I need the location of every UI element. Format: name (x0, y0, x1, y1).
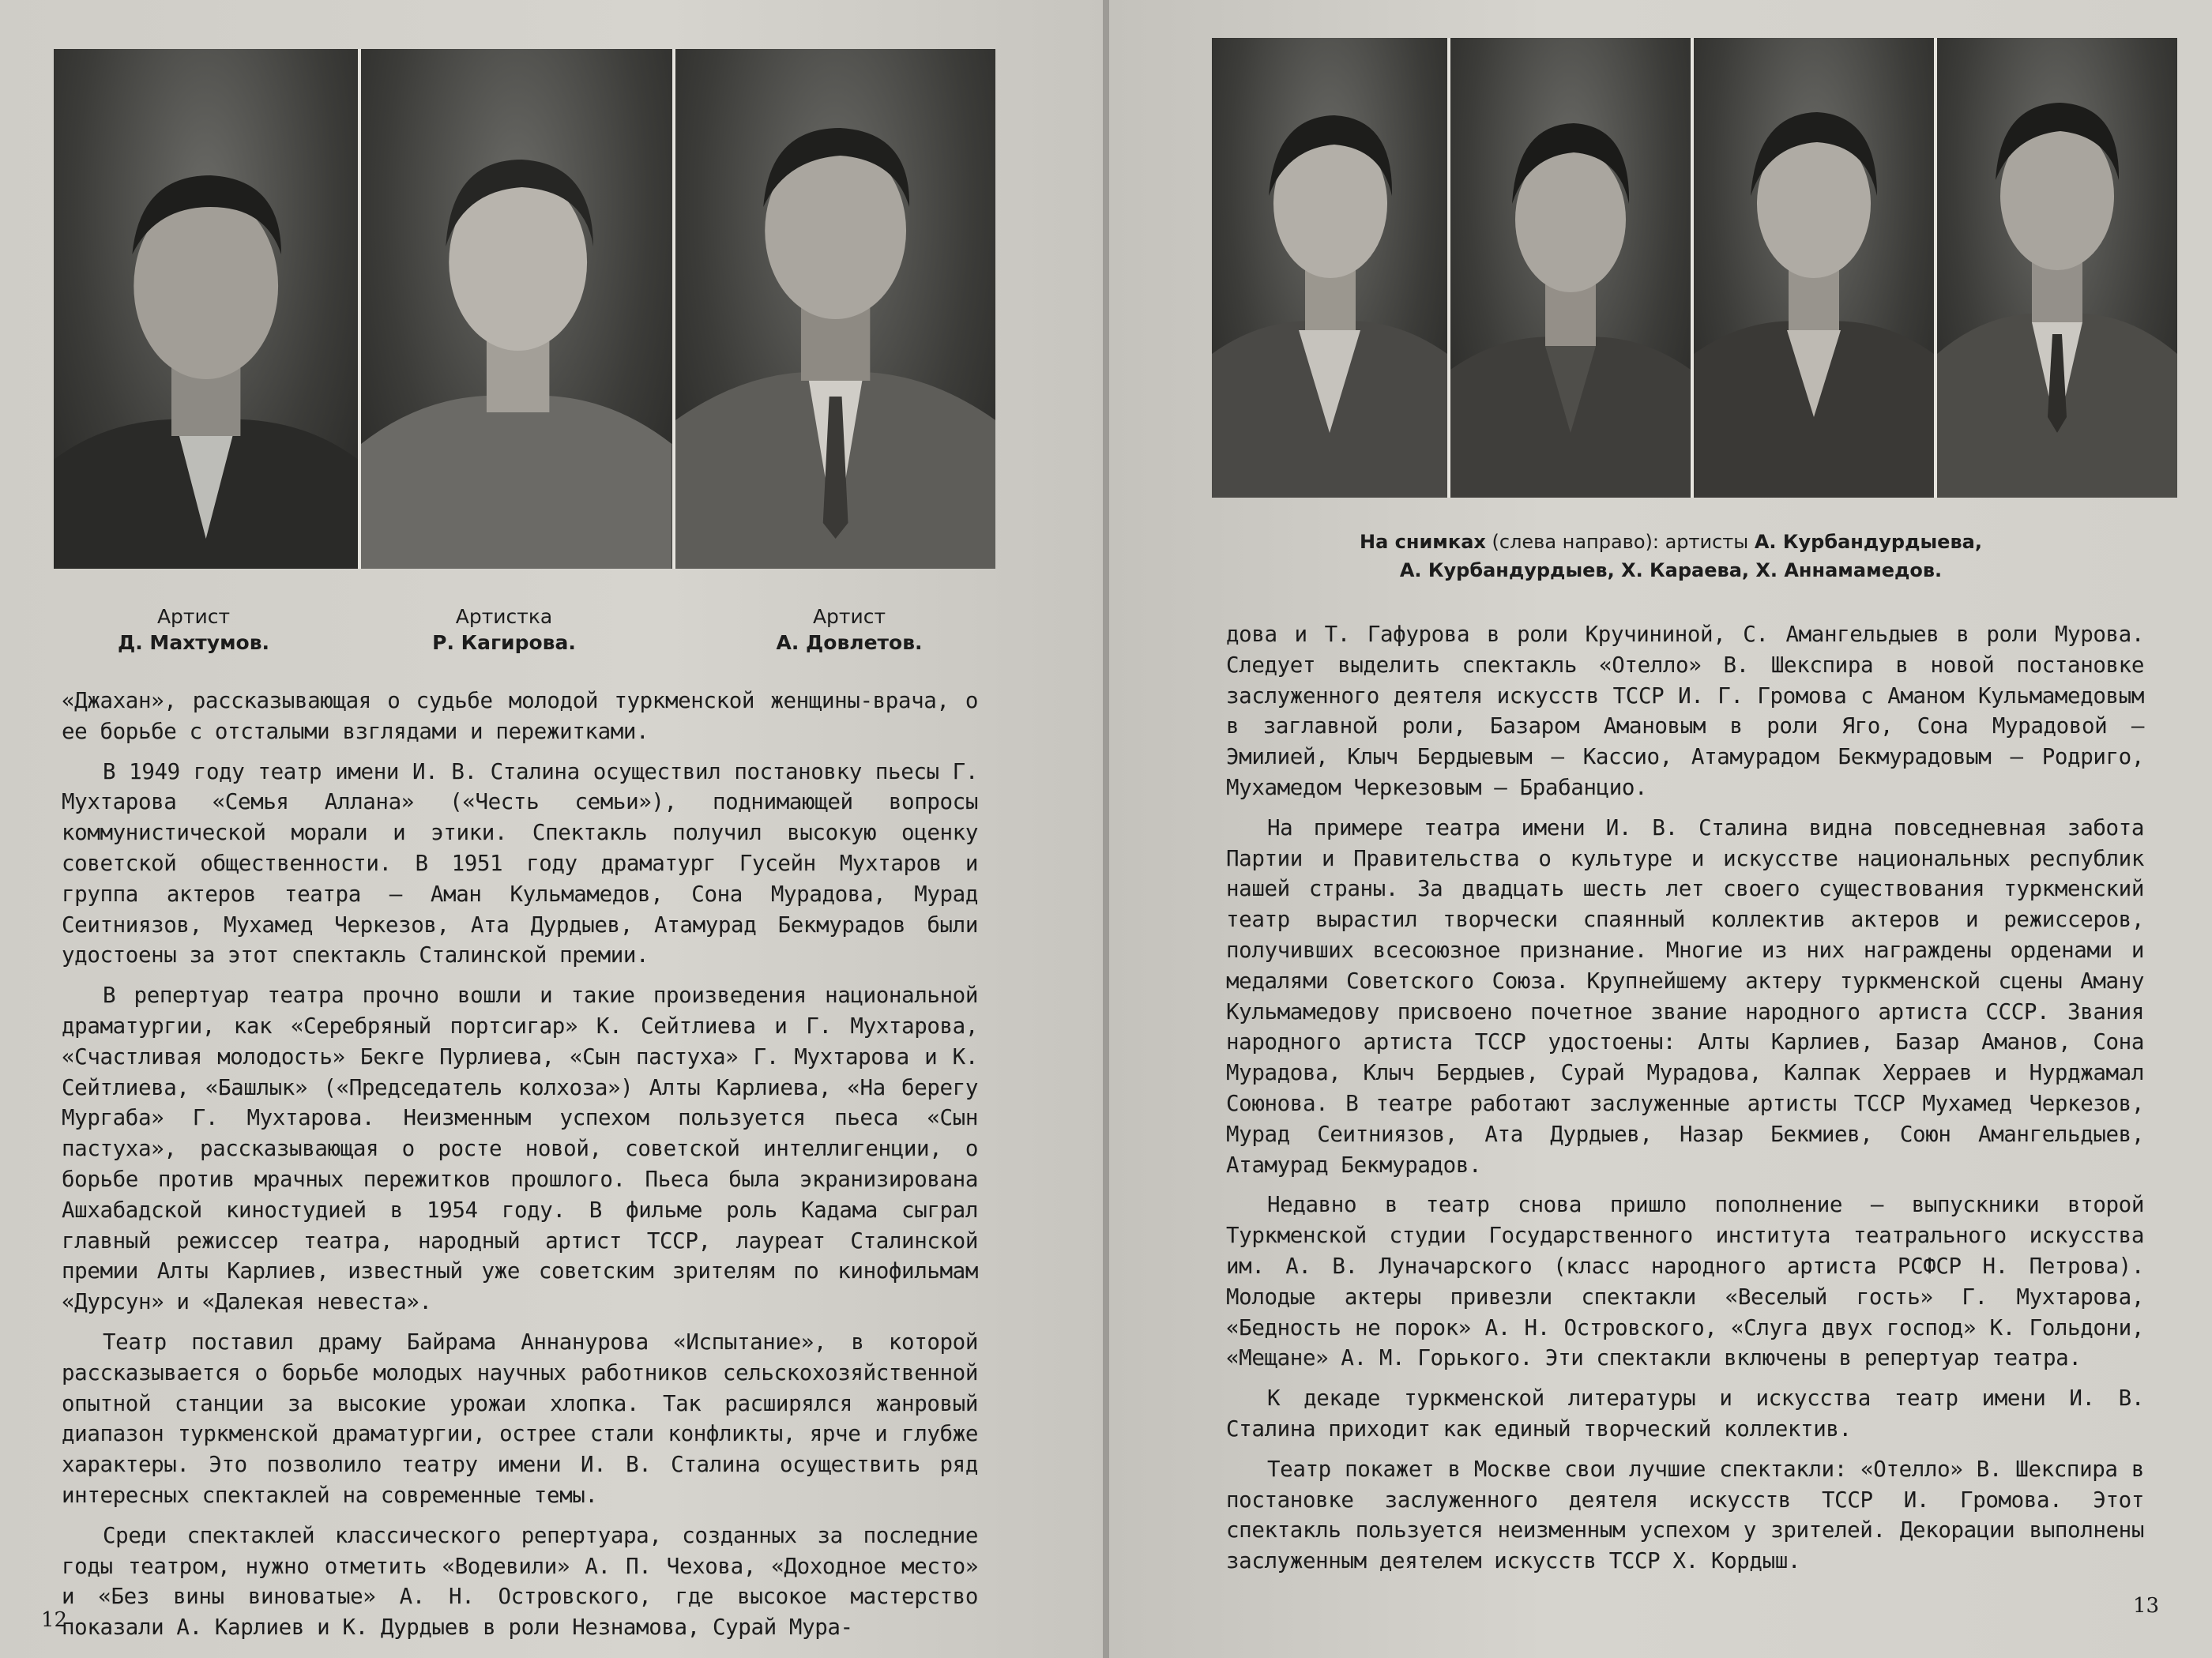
caption-names: А. Курбандурдыев, Х. Караева, Х. Аннамамедов. (1399, 559, 1943, 581)
paragraph: Театр покажет в Москве свои лучшие спектакли: «Отелло» В. Шекспира в постановке заслуженного деятеля искусств ТССР И. Громова. Этот спектакль пользуется неизменным успехом у зрителей. Декорации выполнены заслуженным деятелем искусств ТССР Х. Кордыш. (1226, 1456, 2144, 1574)
portrait-photo (675, 49, 995, 569)
photo-caption (1232, 528, 2109, 585)
page-number: 13 (2133, 1594, 2160, 1618)
photo-caption: Артист А. Довлетов. (776, 605, 923, 654)
photo-caption: Артистка Р. Кагирова. (432, 605, 576, 654)
portrait-photo (54, 49, 361, 569)
caption-names: А. Курбандурдыева, (1754, 531, 1982, 553)
paragraph: В 1949 году театр имени И. В. Сталина осуществил постановку пьесы Г. Мухтарова «Семья Аллана» («Честь семьи»), поднимающей вопросы коммунистической морали и этики. Спектакль получил высокую оценку советской общественности. В 1951 году драматург Гусейн Мухтаров и группа актеров театра — Аман Кульмамедов, Сона Мурадова, Мурад Сеитниязов, Мухамед Черкезов, Ата Дурдыев, Атамурад Бекмурадов были удостоены за этот спектакль Сталинской премии. (62, 758, 978, 968)
caption-lead: На снимках (1360, 531, 1486, 553)
caption-text: (слева направо): артисты (1485, 531, 1755, 553)
right-page-text (1226, 619, 2144, 1586)
paragraph: К декаде туркменской литературы и искусства театр имени И. В. Сталина приходит как единый творческий коллектив. (1226, 1385, 2144, 1442)
photo-caption: Артист Д. Махтумов. (117, 605, 270, 654)
left-page-text (62, 686, 978, 1652)
paragraph: На примере театра имени И. В. Сталина видна повседневная забота Партии и Правительства о культуре и искусстве национальных республик нашей страны. За двадцать шесть лет своего существования туркменский театр вырастил творчески спаянный коллектив актеров и режиссеров, получивших всесоюзное признание. Многие из них награждены орденами и медалями Советского Союза. Крупнейшему актеру туркменской сцены Аману Кульмамедову присвоено почетное звание народного артиста СССР. Звания народного артиста ТССР удостоены: Алты Карлиев, Базар Аманов, Сона Мурадова, Клыч Бердыев, Сурай Мурадова, Калпак Херраев и Нурджамал Союнова. В театре работают заслуженные артисты ТССР Мухамед Черкезов, Мурад Сеитниязов, Ата Дурдыев, Назар Бекмиев, Союн Амангельдыев, Атамурад Бекмурадов. (1226, 814, 2144, 1178)
portrait-photo (1937, 38, 2177, 498)
paragraph: Театр поставил драму Байрама Аннанурова «Испытание», в которой рассказывается о борьбе молодых научных работников сельскохозяйственной опытной станции за высокие урожаи хлопка. Так расширялся жанровый диапазон туркменской драматургии, острее стали конфликты, ярче и глубже характеры. Это позволило театру имени И. В. Сталина осуществить ряд интересных спектаклей на современные темы. (62, 1329, 978, 1508)
paragraph: В репертуар театра прочно вошли и такие произведения национальной драматургии, как «Серебряный портсигар» К. Сейтлиева и Г. Мухтарова, «Счастливая молодость» Бекге Пурлиева, «Сын пастуха» Г. Мухтарова и К. Сейтлиева, «Башлык» («Председатель колхоза») Алты Карлиева, «На берегу Мургаба» Г. Мухтарова. Неизменным успехом пользуется пьеса «Сын пастуха», рассказывающая о росте новой, советской интеллигенции, о борьбе против мрачных пережитков прошлого. Пьеса была экранизирована Ашхабадской киностудией в 1954 году. В фильме роль Кадама сыграл главный режиссер театра, народный артист ТССР, лауреат Сталинской премии Алты Карлиев, известный уже советским зрителям по кинофильмам «Дурсун» и «Далекая невеста». (62, 983, 978, 1315)
portrait-photo (1212, 38, 1450, 498)
page-number: 12 (41, 1608, 68, 1632)
right-photo-row (1212, 38, 2177, 498)
portrait-photo (1450, 38, 1694, 498)
left-photo-row (54, 49, 995, 569)
paragraph: Недавно в театр снова пришло пополнение — выпускники второй Туркменской студии Государственного института театрального искусства им. А. В. Луначарского (класс народного артиста РСФСР Н. Петрова). Молодые актеры привезли спектакли «Веселый гость» Г. Мухтарова, «Бедность не порок» А. Н. Островского, «Слуга двух господ» К. Гольдони, «Мещане» А. М. Горького. Эти спектакли включены в репертуар театра. (1226, 1192, 2144, 1371)
paragraph: Среди спектаклей классического репертуара, созданных за последние годы театром, нужно отметить «Водевили» А. П. Чехова, «Доходное место» и «Без вины виноватые» А. Н. Островского, где высокое мастерство показали А. Карлиев и К. Дурдыев в роли Незнамова, Сурай Мура- (62, 1522, 978, 1641)
portrait-photo (361, 49, 675, 569)
portrait-photo (1694, 38, 1937, 498)
paragraph: дова и Т. Гафурова в роли Кручининой, С. Амангельдыев в роли Мурова. Следует выделить спектакль «Отелло» В. Шекспира в новой постановке заслуженного деятеля искусств ТССР И. Г. Громова с Аманом Кульмамедовым в заглавной роли, Базаром Амановым в роли Яго, Сона Мурадовой — Эмилией, Клыч Бердыевым — Кассио, Атамурадом Бекмурадовым — Родриго, Мухамедом Черкезовым — Брабанцио. (1226, 622, 2144, 800)
paragraph: «Джахан», рассказывающая о судьбе молодой туркменской женщины-врача, о ее борьбе с отсталыми взглядами и пережитками. (62, 688, 978, 744)
